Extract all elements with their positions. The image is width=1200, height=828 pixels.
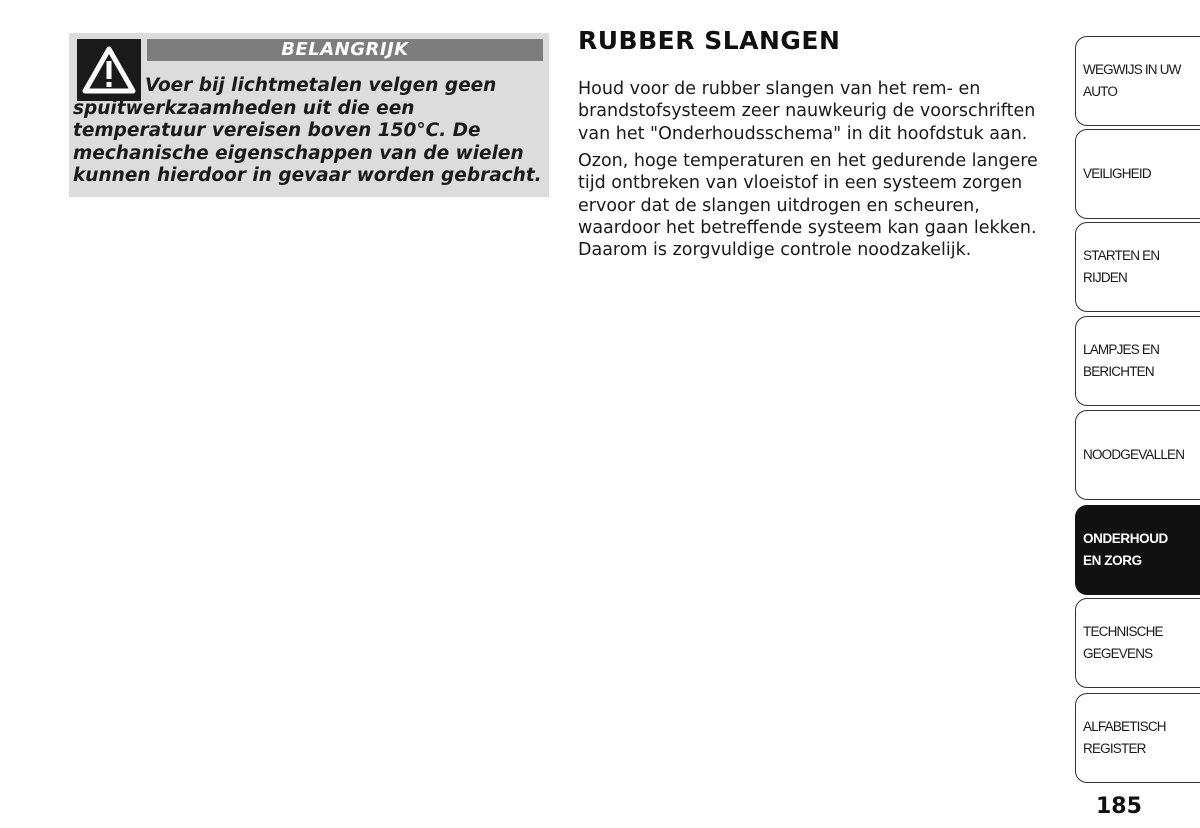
tab-lampjes-en-berichten[interactable] [1075, 316, 1200, 406]
tab-label: VEILIGHEID [1083, 166, 1151, 181]
warning-text: Voer bij lichtmetalen velgen geen spuitwerkzaamheden uit die een temperatuur vereisen boven 150°C. De mechanische eigenschappen van de wielen kunnen hierdoor in gevaar worden gebracht. [73, 75, 542, 186]
tab-alfabetisch-register[interactable] [1075, 693, 1200, 783]
tab-technische-gegevens[interactable] [1075, 598, 1200, 688]
tab-label: TECHNISCHE GEGEVENS [1083, 624, 1163, 661]
paragraph: Ozon, hoge temperaturen en het gedurende langere tijd ontbreken van vloeistof in een systeem zorgen ervoor dat de slangen uitdrogen en scheuren, waardoor het betreffende systeem kan gaan lekken. Daarom is zorgvuldige controle noodzakelijk. [578, 151, 1038, 261]
paragraph: Houd voor de rubber slangen van het rem- en brandstofsysteem zeer nauwkeurig de voorschriften van het "Onderhoudsschema" in dit hoofdstuk aan. [578, 79, 1036, 144]
tab-label: NOODGEVALLEN [1083, 447, 1185, 462]
section-heading: RUBBER SLANGEN [578, 26, 841, 55]
tab-label: STARTEN EN RIJDEN [1083, 248, 1160, 285]
tab-starten-en-rijden[interactable] [1075, 222, 1200, 312]
tab-wegwijs[interactable] [1075, 36, 1200, 126]
tab-label: ONDERHOUD EN ZORG [1083, 531, 1168, 568]
warning-title: BELANGRIJK [147, 39, 543, 61]
tab-label: WEGWIJS IN UW AUTO [1083, 62, 1181, 99]
tab-label: ALFABETISCH REGISTER [1083, 719, 1166, 756]
tab-label: LAMPJES EN BERICHTEN [1083, 342, 1160, 379]
warning-box [69, 33, 549, 197]
tab-noodgevallen[interactable] [1075, 410, 1200, 500]
page-number: 185 [1096, 794, 1142, 819]
tab-veiligheid[interactable] [1075, 129, 1200, 219]
tab-onderhoud-en-zorg[interactable] [1075, 505, 1200, 595]
